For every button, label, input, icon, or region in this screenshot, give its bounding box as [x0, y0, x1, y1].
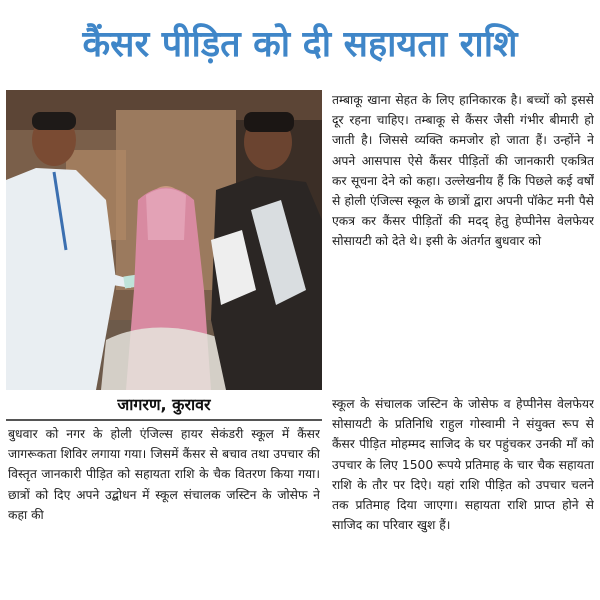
article-paragraph-left: बुधवार को नगर के होली एंजिल्स हायर सेकंडरी स्कूल में कैंसर जागरूकता शिविर लगाया गया। जिसमें कैंसर से बचाव तथा उपचार की विस्तृत जानकारी पीड़ित को सहायता राशि के चैक वितरण किया गया। छात्रों को दिए अपने उद्बोधन में स्कूल संचालक जस्टिन के जोसेफ ने कहा की — [8, 427, 320, 522]
photo-caption: जागरण, कुरावर — [117, 395, 211, 414]
article-paragraph-right-top: तम्बाकू खाना सेहत के लिए हानिकारक है। बच्चों को इससे दूर रहना चाहिए। तम्बाकू से कैंसर जैसी गंभीर बीमारी हो जाती है। जिससे व्यक्ति कमजोर हो जाता हैं। उन्होंने ने अपने आसपास ऐसे कैंसर पीड़ितों की जानकारी एकत्रित कर सूचना देने को कहा। उल्लेखनीय हैं कि पिछले कई वर्षों से होली एंजिल्स स्कूल के छात्रों द्वारा अपनी पॉकेट मनी पैसे एकत्र कर कैंसर पीड़ितों की मदद् हेतु हेप्पीनेस वेलफेयर सोसायटी को देते थे। इसी के अंतर्गत बुधवार को — [332, 93, 594, 249]
caption-divider — [6, 419, 322, 421]
news-photo — [6, 90, 322, 390]
article-paragraph-right-bottom: स्कूल के संचालक जस्टिन के जोसेफ व हेप्पीनेस वेलफेयर सोसायटी के प्रतिनिधि राहुल गोस्वामी ने संयुक्त रूप से कैंसर पीड़ित मोहम्मद साजिद के घर पहुंचकर उनकी माँ को उपचार के लिए 1500 रूपये प्रतिमाह के चार चैक सहायता राशि के तौर पर दिऐ। यहां राशि पीड़ित को उपचार चलने तक प्रतिमाह दिया जाएगा। सहायता राशि प्राप्त होने से साजिद का परिवार खुश हैं। — [332, 397, 594, 533]
photo-image-icon — [6, 90, 322, 390]
headline: कैंसर पीड़ित को दी सहायता राशि — [82, 23, 518, 65]
